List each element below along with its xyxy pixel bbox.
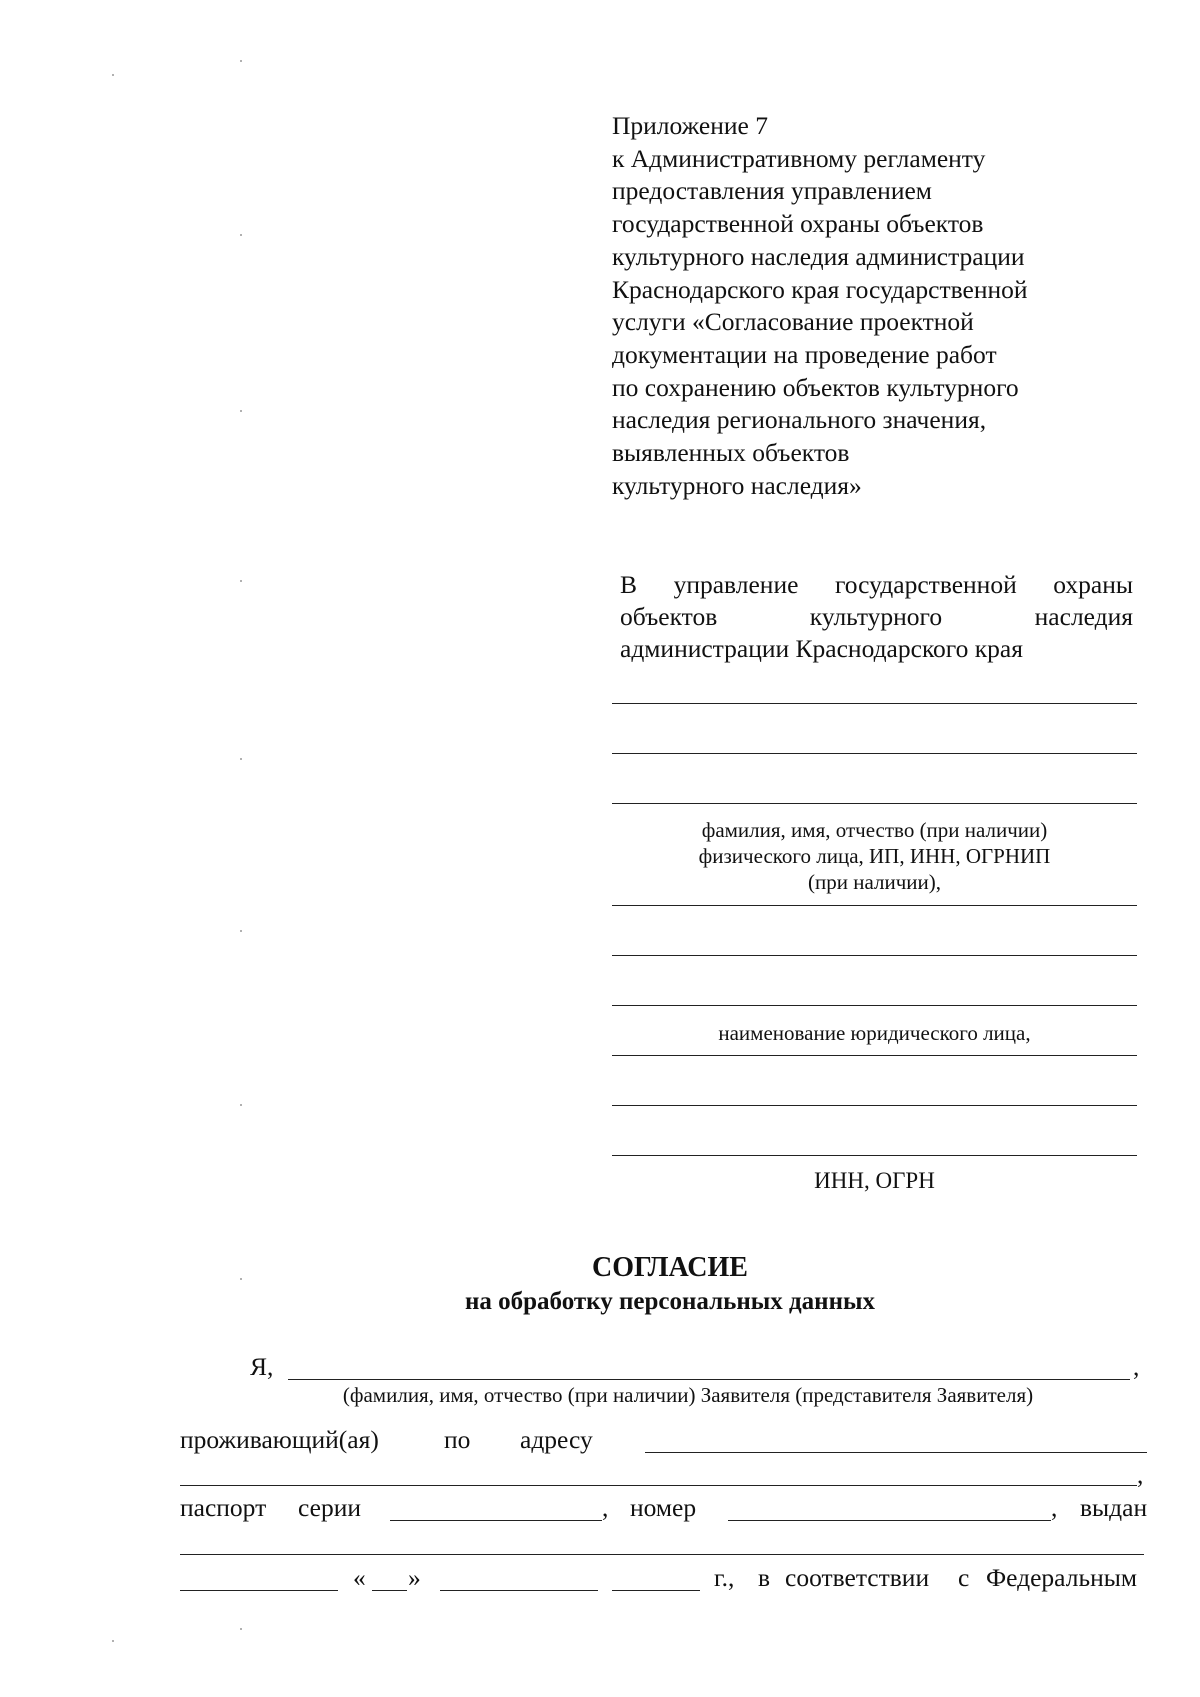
individual-blank-line-3[interactable]: [612, 803, 1137, 804]
individual-blank-line-4[interactable]: [612, 905, 1137, 906]
issue-month-field[interactable]: [440, 1590, 598, 1591]
scan-speck: [240, 1104, 242, 1106]
residing-address: адресу: [520, 1425, 593, 1454]
quote-close: »: [408, 1563, 421, 1592]
appendix-line: государственной охраны объектов: [612, 209, 984, 239]
comma-mark: ,: [602, 1493, 609, 1522]
appendix-line: по сохранению объектов культурного: [612, 372, 1019, 402]
appendix-line: выявленных объектов: [612, 438, 850, 468]
individual-caption-line-2: физического лица, ИП, ИНН, ОГРНИП: [698, 844, 1051, 868]
scan-speck: [240, 930, 242, 932]
addressee-line-3: администрации Краснодарского края: [620, 634, 1023, 663]
address-field-1[interactable]: [645, 1452, 1147, 1453]
appendix-line: культурного наследия администрации: [612, 241, 1025, 271]
residing-label: проживающий(ая): [180, 1425, 379, 1454]
document-subtitle: на обработку персональных данных: [465, 1288, 875, 1315]
issued-by-field[interactable]: [180, 1554, 1144, 1555]
legal-blank-line-2[interactable]: [612, 1105, 1137, 1106]
individual-blank-line-5[interactable]: [612, 955, 1137, 956]
individual-caption-line-1: фамилия, имя, отчество (при наличии): [701, 818, 1048, 842]
ya-label: Я,: [250, 1352, 274, 1381]
issue-year-field[interactable]: [612, 1590, 700, 1591]
issue-day-field[interactable]: [372, 1590, 407, 1591]
appendix-line: наследия регионального значения,: [612, 405, 987, 435]
scan-speck: [240, 410, 242, 412]
applicant-name-field[interactable]: [288, 1379, 1130, 1380]
applicant-caption: (фамилия, имя, отчество (при наличии) Заявителя (представителя Заявителя): [342, 1383, 1034, 1407]
individual-caption: [612, 817, 1137, 895]
scan-speck: [240, 234, 242, 236]
document-title: СОГЛАСИЕ: [592, 1252, 748, 1283]
scan-speck: [112, 74, 114, 76]
year-suffix: г.,: [714, 1563, 735, 1592]
issued-blank-field[interactable]: [180, 1590, 338, 1591]
issued-label: выдан: [1080, 1493, 1148, 1522]
scan-speck: [240, 580, 242, 582]
comma-mark: ,: [1051, 1493, 1058, 1522]
appendix-line: культурного наследия»: [612, 470, 862, 500]
individual-caption-line-3: (при наличии),: [808, 870, 941, 894]
legal-blank-line-1[interactable]: [612, 1055, 1137, 1056]
scan-speck: [240, 758, 242, 760]
individual-blank-line-2[interactable]: [612, 753, 1137, 754]
appendix-line: Приложение 7: [612, 111, 768, 140]
appendix-line: Краснодарского края государственной: [612, 274, 1028, 304]
passport-number-field[interactable]: [728, 1520, 1051, 1521]
appendix-line: услуги «Согласование проектной: [612, 307, 974, 337]
law-word-v: в: [758, 1563, 771, 1592]
appendix-line: к Административному регламенту: [612, 143, 986, 173]
law-word-s: с: [958, 1563, 970, 1592]
address-field-2[interactable]: [180, 1485, 1137, 1486]
passport-label: паспорт: [180, 1493, 267, 1522]
passport-number-label: номер: [630, 1493, 697, 1522]
residing-po: по: [444, 1425, 471, 1454]
law-word-accordance: соответствии: [785, 1563, 930, 1592]
legal-blank-line-3[interactable]: [612, 1155, 1137, 1156]
scan-speck: [240, 1278, 242, 1280]
passport-series-label: серии: [298, 1493, 361, 1522]
appendix-line: документации на проведение работ: [612, 339, 997, 369]
addressee-line-2: объектов культурного наследия: [620, 602, 1133, 631]
comma-mark: ,: [1137, 1460, 1144, 1489]
addressee-block: [620, 569, 1133, 665]
addressee-line-1: В управление государственной охраны: [620, 570, 1133, 599]
appendix-line: предоставления управлением: [612, 176, 932, 206]
passport-series-field[interactable]: [390, 1520, 602, 1521]
scan-speck: [112, 1640, 114, 1642]
scan-speck: [240, 60, 242, 62]
scan-speck: [240, 1628, 242, 1630]
appendix-header: [612, 110, 1132, 502]
individual-blank-line-1[interactable]: [612, 703, 1137, 704]
inn-ogrn-caption: ИНН, ОГРН: [814, 1168, 935, 1193]
quote-open: «: [353, 1563, 366, 1592]
comma-mark: ,: [1133, 1352, 1140, 1381]
legal-entity-caption: наименование юридического лица,: [718, 1021, 1031, 1045]
law-word-federal: Федеральным: [986, 1563, 1137, 1592]
individual-blank-line-6[interactable]: [612, 1005, 1137, 1006]
